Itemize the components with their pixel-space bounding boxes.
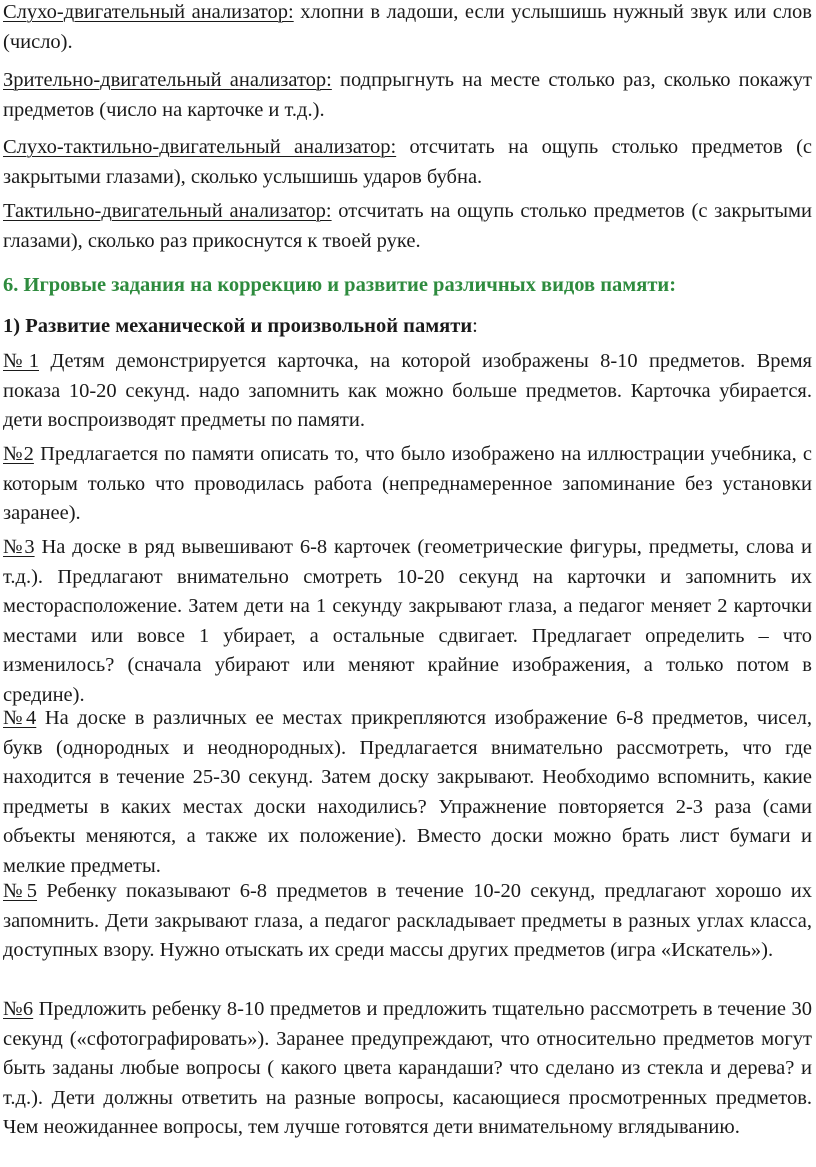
section-heading: 6. Игровые задания на коррекцию и развитие различных видов памяти:: [3, 274, 677, 296]
task-paragraph: [3, 440, 812, 529]
analyzer-text: хлопни в ладоши, если услышишь нужный звук или слов (число).: [3, 1, 812, 53]
subheading-tail: :: [472, 315, 478, 337]
task-text: Предложить ребенку 8-10 предметов и предложить тщательно рассмотреть в течение 30 секунд («сфотографировать»). Заранее предупреждают, что относительно предметов могут быть заданы любые вопросы ( какого цвета карандаши? что сделано из стекла и дерева? и т.д.). Дети должны ответить на разные вопросы, касающиеся просмотренных предметов. Чем неожиданнее вопросы, тем лучше готовятся дети внимательному вглядыванию.: [3, 998, 812, 1138]
analyzer-text: отсчитать на ощупь столько предметов (с закрытыми глазами), сколько раз прикоснутся к твоей руке.: [3, 200, 812, 252]
analyzer-label: Слухо-тактильно-двигательный анализатор:: [3, 136, 397, 158]
analyzer-label: Зрительно-двигательный анализатор:: [3, 69, 332, 91]
task-paragraph: [3, 704, 812, 881]
task-paragraph: [3, 533, 812, 710]
task-text: Детям демонстрируется карточка, на которой изображены 8-10 предметов. Время показа 10-20 секунд. надо запомнить как можно больше предметов. Карточка убирается. дети воспроизводят предметы по памяти.: [3, 350, 812, 431]
task-text: Ребенку показывают 6-8 предметов в течение 10-20 секунд, предлагают хорошо их запомнить. Дети закрывают глаза, а педагог раскладывает предметы в разных углах класса, доступных взору. Нужно отыскать их среди массы других предметов (игра «Искатель»).: [3, 880, 812, 961]
task-number: №3: [3, 536, 35, 558]
analyzer-text: отсчитать на ощупь столько предметов (с закрытыми глазами), сколько услышишь ударов бубна.: [3, 136, 813, 188]
subheading: [3, 312, 812, 342]
task-paragraph: [3, 995, 812, 1143]
analyzer-text: подпрыгнуть на месте столько раз, сколько покажут предметов (число на карточке и т.д.).: [3, 69, 812, 121]
task-number: №4: [3, 707, 37, 729]
task-number: №6: [3, 998, 34, 1020]
task-paragraph: [3, 877, 812, 966]
analyzer-label: Тактильно-двигательный анализатор:: [3, 200, 332, 222]
analyzer-label: Слухо-двигательный анализатор:: [3, 1, 294, 23]
task-number: №5: [3, 880, 38, 902]
task-text: Предлагается по памяти описать то, что было изображено на иллюстрации учебника, с которым только что проводилась работа (непреднамеренное запоминание без установки заранее).: [3, 443, 812, 524]
task-text: На доске в ряд вывешивают 6-8 карточек (геометрические фигуры, предметы, слова и т.д.). Предлагают внимательно смотреть 10-20 секунд на карточки и запомнить их месторасположение. Затем дети на 1 секунду закрывают глаза, а педагог меняет 2 карточки местами или вовсе 1 убирает, а остальные сдвигает. Предлагает определить – что изменилось? (сначала убирают или меняют крайние изображения, а только потом в средине).: [3, 536, 812, 706]
analyzer-paragraph: [3, 197, 812, 256]
subheading-bold: 1) Развитие механической и произвольной памяти: [3, 315, 473, 337]
task-number: №2: [3, 443, 34, 465]
task-paragraph: [3, 347, 812, 436]
analyzer-paragraph: [3, 66, 812, 125]
task-text: На доске в различных ее местах прикрепляются изображение 6-8 предметов, чисел, букв (однородных и неоднородных). Предлагается внимательно рассмотреть, что где находится в течение 25-30 секунд. Затем доску закрывают. Необходимо вспомнить, какие предметы в каких местах доски находились? Упражнение повторяется 2-3 раза (сами объекты меняются, а также их положение). Вместо доски можно брать лист бумаги и мелкие предметы.: [3, 707, 813, 877]
task-number: №1: [3, 350, 39, 372]
analyzer-paragraph: [3, 133, 812, 192]
analyzer-paragraph: [3, 0, 812, 57]
